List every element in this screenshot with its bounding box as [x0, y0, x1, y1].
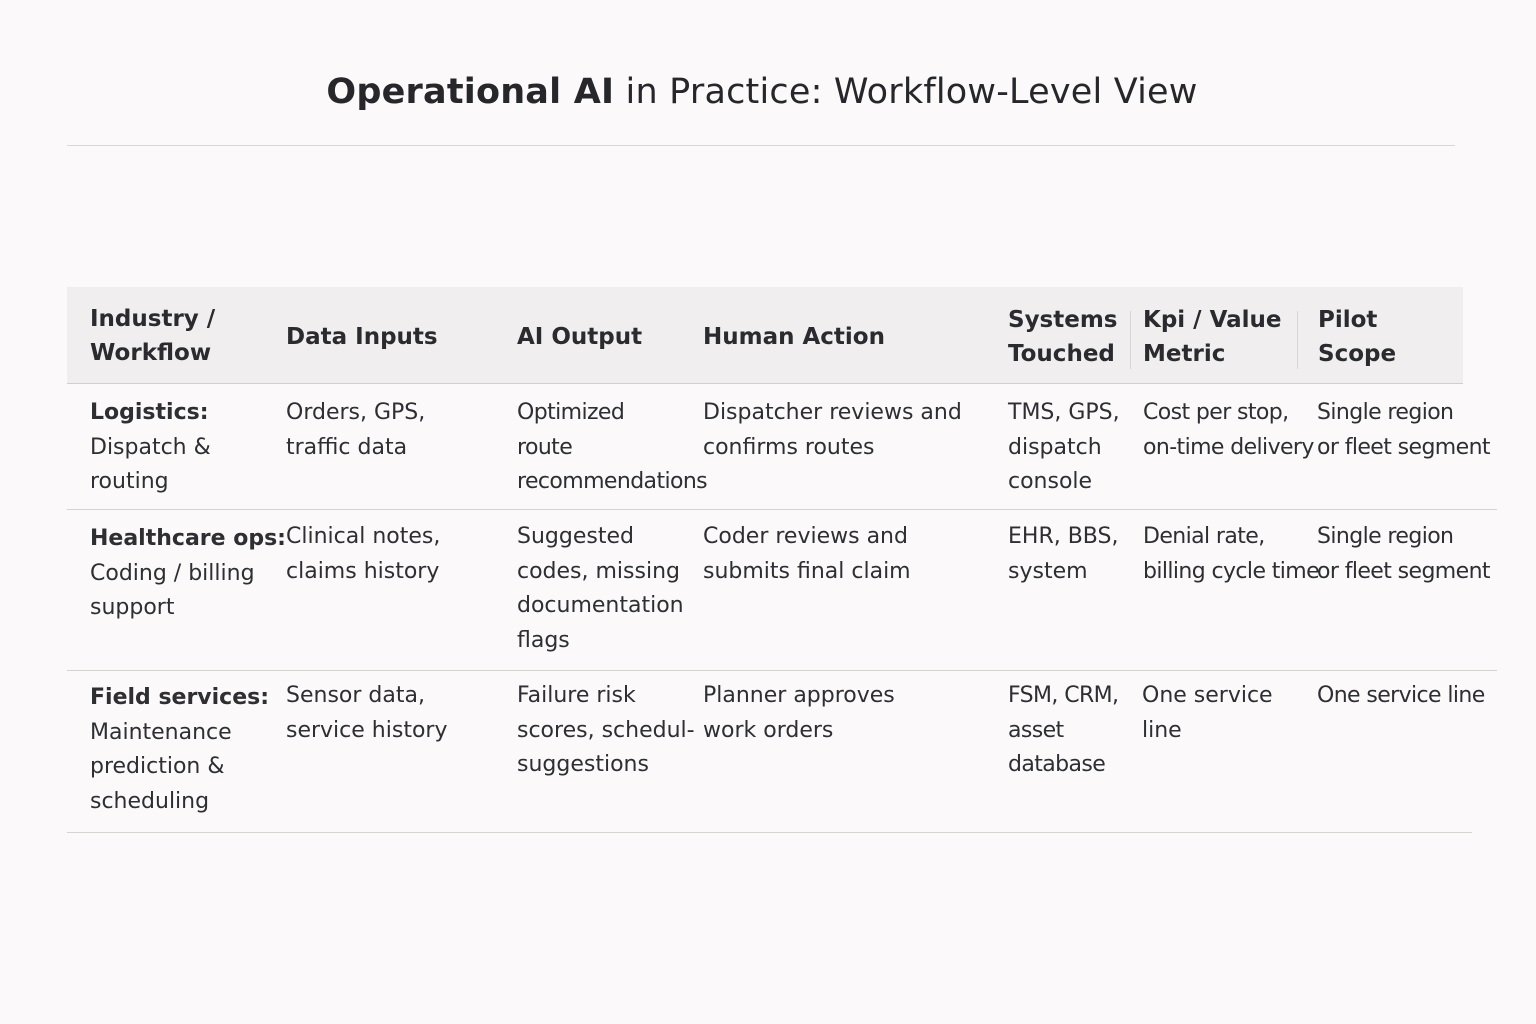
title-divider [67, 145, 1455, 146]
header-systems-touched: Systems Touched [1008, 307, 1118, 367]
row-divider [67, 509, 1497, 510]
cell-data-inputs: Orders, GPS, traffic data [286, 400, 426, 460]
header-kpi-value-metric: Kpi / Value Metric [1143, 307, 1282, 367]
cell-pilot-scope: One service line [1317, 683, 1485, 708]
cell-data-inputs: Sensor data, service history [286, 683, 448, 743]
row-divider [67, 670, 1497, 671]
cell-kpi: Cost per stop, on-time delivery [1143, 400, 1314, 460]
cell-human-action: Coder reviews and submits final claim [703, 524, 911, 584]
title-rest: in Practice: Workflow-Level View [614, 72, 1198, 112]
title-bold: Operational AI [326, 72, 615, 112]
row-divider [67, 832, 1472, 833]
header-data-inputs: Data Inputs [286, 324, 438, 350]
cell-ai-output: Failure risk scores, schedul- suggestions [517, 683, 695, 777]
cell-human-action: Planner approves work orders [703, 683, 895, 743]
cell-ai-output: Optimized route recommendations [517, 400, 708, 494]
cell-industry-workflow: Healthcare ops: Coding / billing support [90, 526, 286, 620]
cell-systems-touched: TMS, GPS, dispatch console [1008, 400, 1120, 494]
cell-ai-output: Suggested codes, missing documentation flags [517, 524, 684, 653]
cell-data-inputs: Clinical notes, claims history [286, 524, 441, 584]
cell-kpi: One service line [1142, 683, 1273, 743]
page-title [0, 72, 1524, 112]
cell-systems-touched: FSM, CRM, asset database [1008, 683, 1119, 777]
cell-industry-workflow: Logistics: Dispatch & routing [90, 400, 211, 494]
header-separator [1130, 311, 1131, 369]
header-human-action: Human Action [703, 324, 885, 350]
cell-industry-workflow: Field services: Maintenance prediction & scheduling [90, 685, 270, 814]
cell-systems-touched: EHR, BBS, system [1008, 524, 1119, 584]
cell-kpi: Denial rate, billing cycle time [1143, 524, 1320, 584]
cell-pilot-scope: Single region or fleet segment [1317, 524, 1490, 584]
header-separator [1297, 311, 1298, 369]
cell-pilot-scope: Single region or fleet segment [1317, 400, 1490, 460]
header-pilot-scope: Pilot Scope [1318, 307, 1397, 367]
cell-human-action: Dispatcher reviews and confirms routes [703, 400, 962, 460]
header-ai-output: AI Output [517, 324, 643, 350]
header-industry-workflow: Industry / Workflow [90, 306, 216, 366]
